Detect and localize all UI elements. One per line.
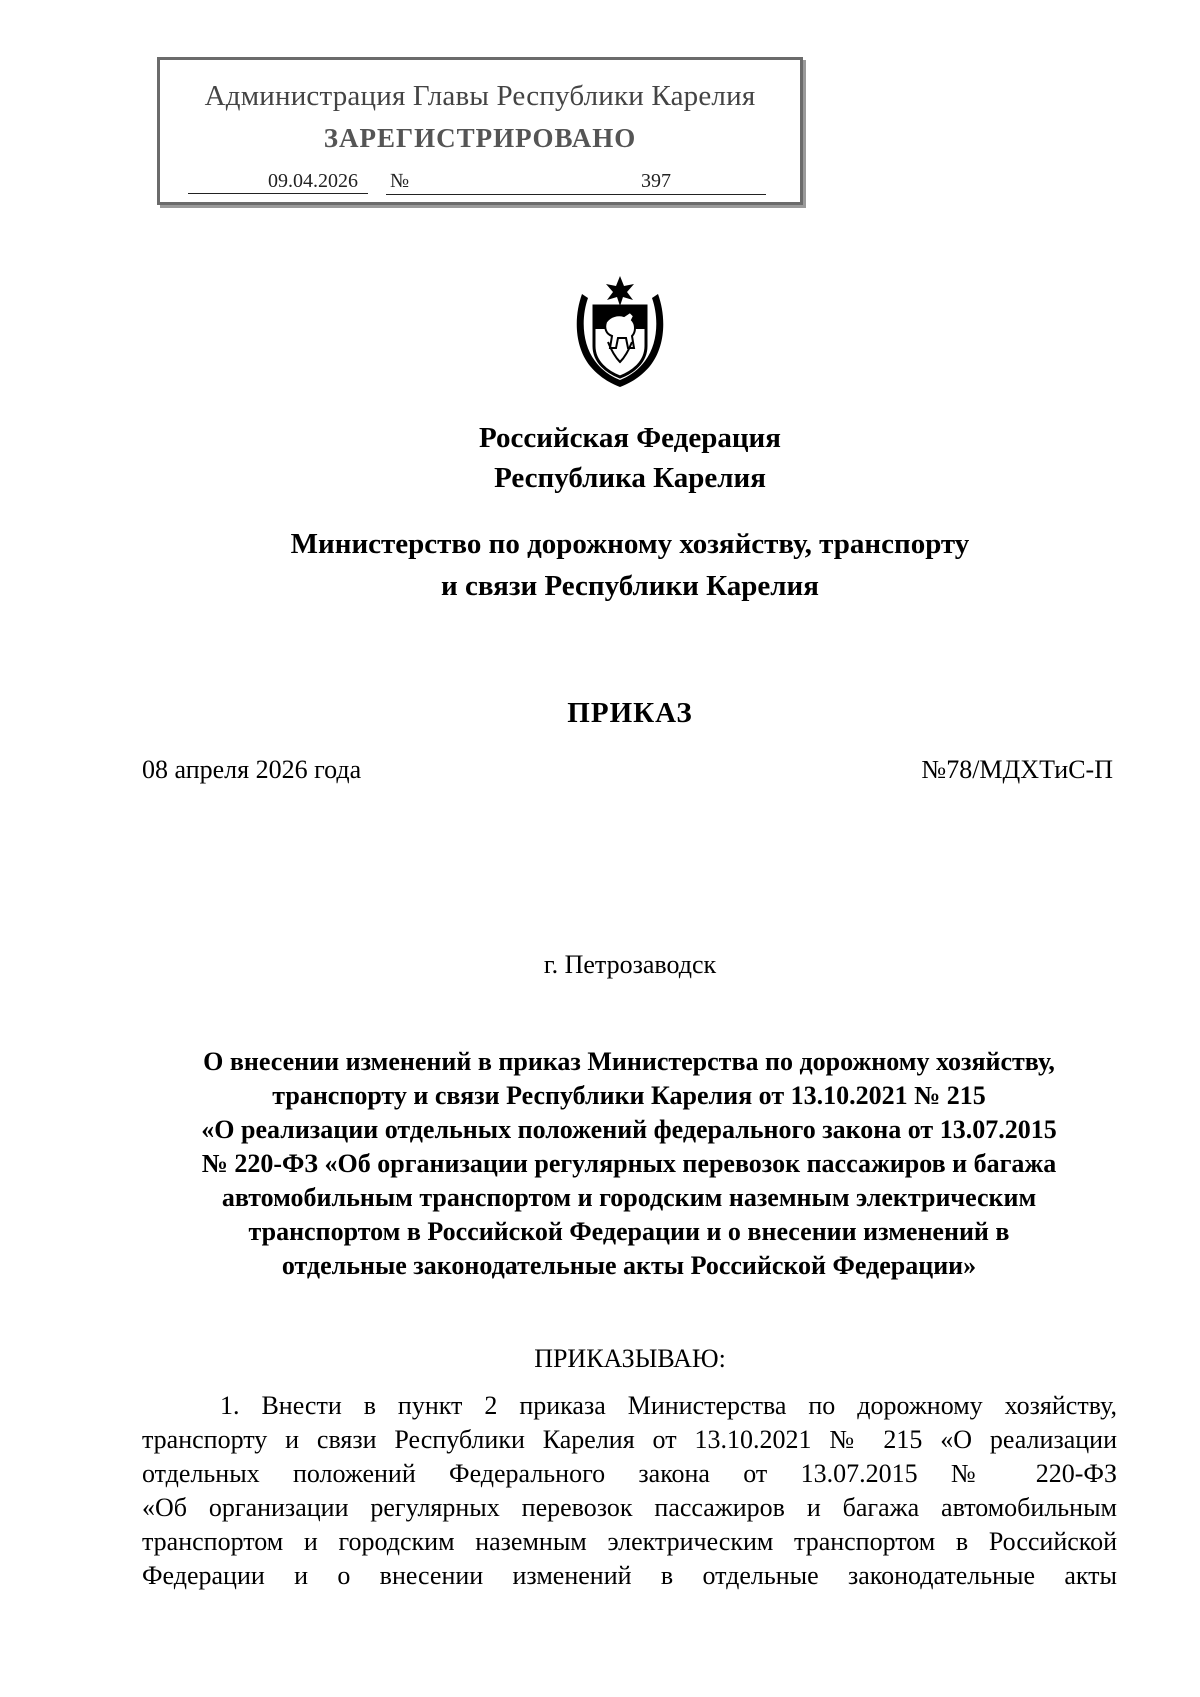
subject-line: автомобильным транспортом и городским наземным электрическим — [221, 1183, 1037, 1212]
order-word: ПРИКАЗЫВАЮ: — [534, 1344, 726, 1373]
document-type: ПРИКАЗ — [567, 697, 693, 729]
document-body — [142, 1389, 1117, 1593]
stamp-number: 397 — [641, 170, 671, 192]
subject-line: отдельные законодательные акты Российской Федерации» — [281, 1251, 977, 1280]
stamp-number-field — [386, 170, 766, 195]
stamp-date: 09.04.2026 — [188, 170, 368, 194]
subject-line: «О реализации отдельных положений федерального закона от 13.07.2015 — [201, 1115, 1057, 1144]
ministry-heading-line-2: и связи Республики Карелия — [441, 570, 819, 602]
subject-line: транспорту и связи Республики Карелия от 13.10.2021 № 215 — [272, 1081, 986, 1110]
stamp-status: ЗАРЕГИСТРИРОВАНО — [323, 123, 637, 153]
registration-stamp — [157, 57, 803, 205]
republic-heading: Республика Карелия — [494, 462, 766, 494]
body-line: «Об организации регулярных перевозок пассажиров и багажа автомобильным — [142, 1493, 1117, 1522]
country-heading: Российская Федерация — [479, 422, 781, 454]
body-line: отдельных положений Федерального закона от 13.07.2015 № 220-ФЗ — [142, 1459, 1117, 1488]
body-line: Федерации и о внесении изменений в отдельные законодательные акты — [142, 1561, 1117, 1590]
stamp-organization: Администрация Главы Республики Карелия — [204, 80, 756, 112]
karelia-coat-of-arms-icon — [570, 276, 670, 388]
document-city: г. Петрозаводск — [543, 950, 717, 979]
ministry-heading-line-1: Министерство по дорожному хозяйству, транспорту — [290, 528, 970, 560]
subject-line: транспортом в Российской Федерации и о внесении изменений в — [248, 1217, 1010, 1246]
stamp-number-label: № — [390, 170, 410, 192]
body-line: 1. Внести в пункт 2 приказа Министерства по дорожному хозяйству, — [220, 1391, 1117, 1420]
document-date: 08 апреля 2026 года — [142, 755, 362, 784]
document-subject — [140, 1045, 1118, 1283]
body-line: транспорту и связи Республики Карелия от 13.10.2021 № 215 «О реализации — [142, 1425, 1117, 1454]
subject-line: № 220-ФЗ «Об организации регулярных перевозок пассажиров и багажа — [201, 1149, 1057, 1178]
subject-line: О внесении изменений в приказ Министерства по дорожному хозяйству, — [203, 1047, 1055, 1076]
body-line: транспортом и городским наземным электрическим транспортом в Российской — [142, 1527, 1117, 1556]
document-number: №78/МДХТиС-П — [921, 755, 1113, 784]
